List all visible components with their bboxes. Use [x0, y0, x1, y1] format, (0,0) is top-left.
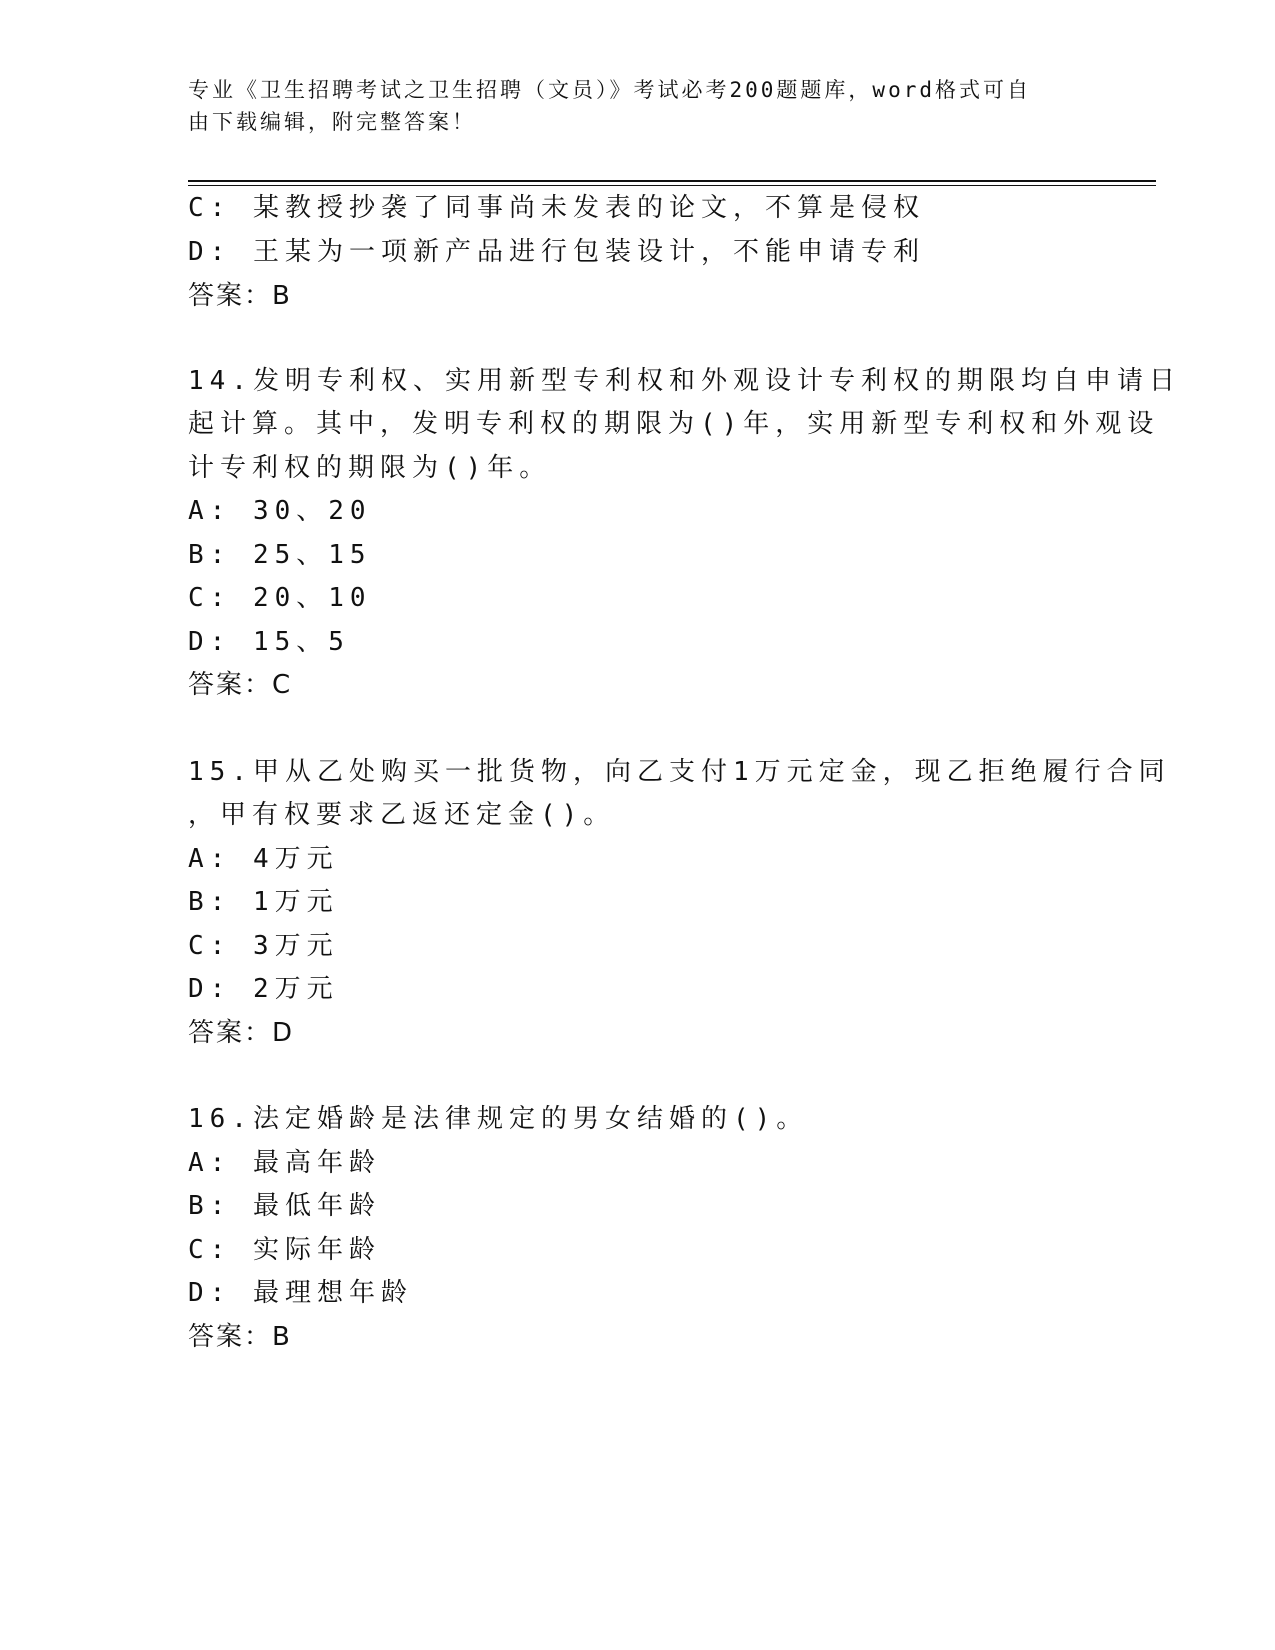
q16-option-b: B: 最低年龄 [188, 1191, 381, 1221]
q15-option-b: B: 1万元 [188, 887, 339, 917]
q15-stem-line-2: ，甲有权要求乙返还定金()。 [188, 800, 616, 830]
q14-stem-line-3: 计专利权的期限为()年。 [188, 453, 552, 483]
q14-option-d: D: 15、5 [188, 627, 350, 657]
header-line-2: 由下载编辑，附完整答案！ [188, 110, 476, 134]
q14-option-a: A: 30、20 [188, 496, 372, 526]
q14-option-c: C: 20、10 [188, 583, 372, 613]
q15-option-d: D: 2万元 [188, 974, 339, 1004]
q15-answer: 答案：D [188, 1018, 295, 1048]
header-rule-thick [188, 180, 1156, 182]
q16-option-c: C: 实际年龄 [188, 1235, 381, 1265]
q15-stem-line-1: 15.甲从乙处购买一批货物，向乙支付1万元定金，现乙拒绝履行合同 [188, 757, 1171, 787]
q13-answer: 答案：B [188, 281, 292, 311]
q15-option-a: A: 4万元 [188, 844, 339, 874]
q14-option-b: B: 25、15 [188, 540, 372, 570]
header-rule-thin [188, 185, 1156, 186]
q16-option-a: A: 最高年龄 [188, 1148, 381, 1178]
document-header [188, 74, 1088, 138]
q15-option-c: C: 3万元 [188, 931, 339, 961]
q14-answer: 答案：C [188, 670, 293, 700]
q16-option-d: D: 最理想年龄 [188, 1278, 413, 1308]
q13-option-c: C: 某教授抄袭了同事尚未发表的论文，不算是侵权 [188, 193, 925, 223]
q13-option-d: D: 王某为一项新产品进行包装设计，不能申请专利 [188, 237, 925, 267]
q14-stem-line-1: 14.发明专利权、实用新型专利权和外观设计专利权的期限均自申请日 [188, 366, 1181, 396]
q16-stem-line-1: 16.法定婚龄是法律规定的男女结婚的()。 [188, 1104, 809, 1134]
header-line-1: 专业《卫生招聘考试之卫生招聘（文员）》考试必考200题题库，word格式可自 [188, 78, 1031, 102]
q16-answer: 答案：B [188, 1322, 292, 1352]
q14-stem-line-2: 起计算。其中，发明专利权的期限为()年，实用新型专利权和外观设 [188, 409, 1160, 439]
